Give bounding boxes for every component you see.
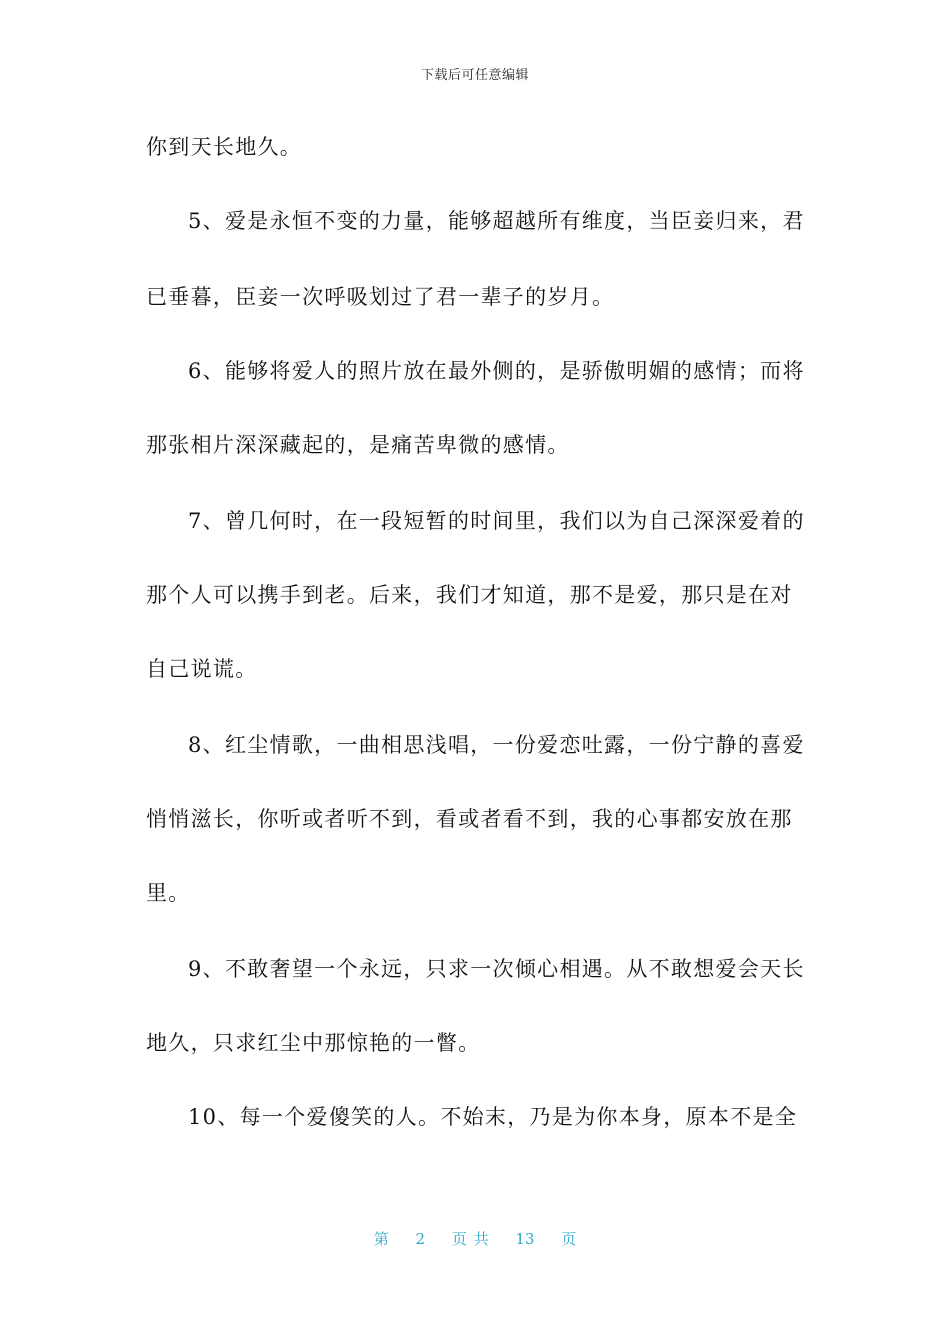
text-line: 自己说谎。 [146, 657, 258, 681]
footer-prefix: 第 [373, 1230, 389, 1248]
text-line: 10、每一个爱傻笑的人。不始末，乃是为你本身，原本不是全 [188, 1105, 798, 1129]
text-line: 5、爱是永恒不变的力量，能够超越所有维度，当臣妾归来，君 [188, 209, 805, 233]
text-line: 里。 [146, 881, 191, 905]
text-line: 8、红尘情歌，一曲相思浅唱，一份爱恋吐露，一份宁静的喜爱 [188, 733, 805, 757]
text-line: 你到天长地久。 [146, 135, 303, 159]
text-line: 那张相片深深藏起的，是痛苦卑微的感情。 [146, 433, 570, 457]
text-line: 9、不敢奢望一个永远，只求一次倾心相遇。从不敢想爱会天长 [188, 957, 805, 981]
text-line: 已垂暮，臣妾一次呼吸划过了君一辈子的岁月。 [146, 285, 615, 309]
total-pages-number: 13 [515, 1230, 535, 1248]
text-line: 6、能够将爱人的照片放在最外侧的，是骄傲明媚的感情；而将 [188, 359, 805, 383]
page-footer [0, 1228, 950, 1249]
footer-suffix: 页 [561, 1230, 577, 1248]
text-line: 悄悄滋长，你听或者听不到，看或者看不到，我的心事都安放在那 [146, 807, 793, 831]
text-line: 那个人可以携手到老。后来，我们才知道，那不是爱，那只是在对 [146, 583, 793, 607]
footer-middle: 页 共 [451, 1230, 489, 1248]
text-line: 地久，只求红尘中那惊艳的一瞥。 [146, 1031, 481, 1055]
page-header: 下载后可任意编辑 [420, 68, 529, 83]
text-line: 7、曾几何时，在一段短暂的时间里，我们以为自己深深爱着的 [188, 509, 805, 533]
current-page-number: 2 [415, 1230, 426, 1248]
